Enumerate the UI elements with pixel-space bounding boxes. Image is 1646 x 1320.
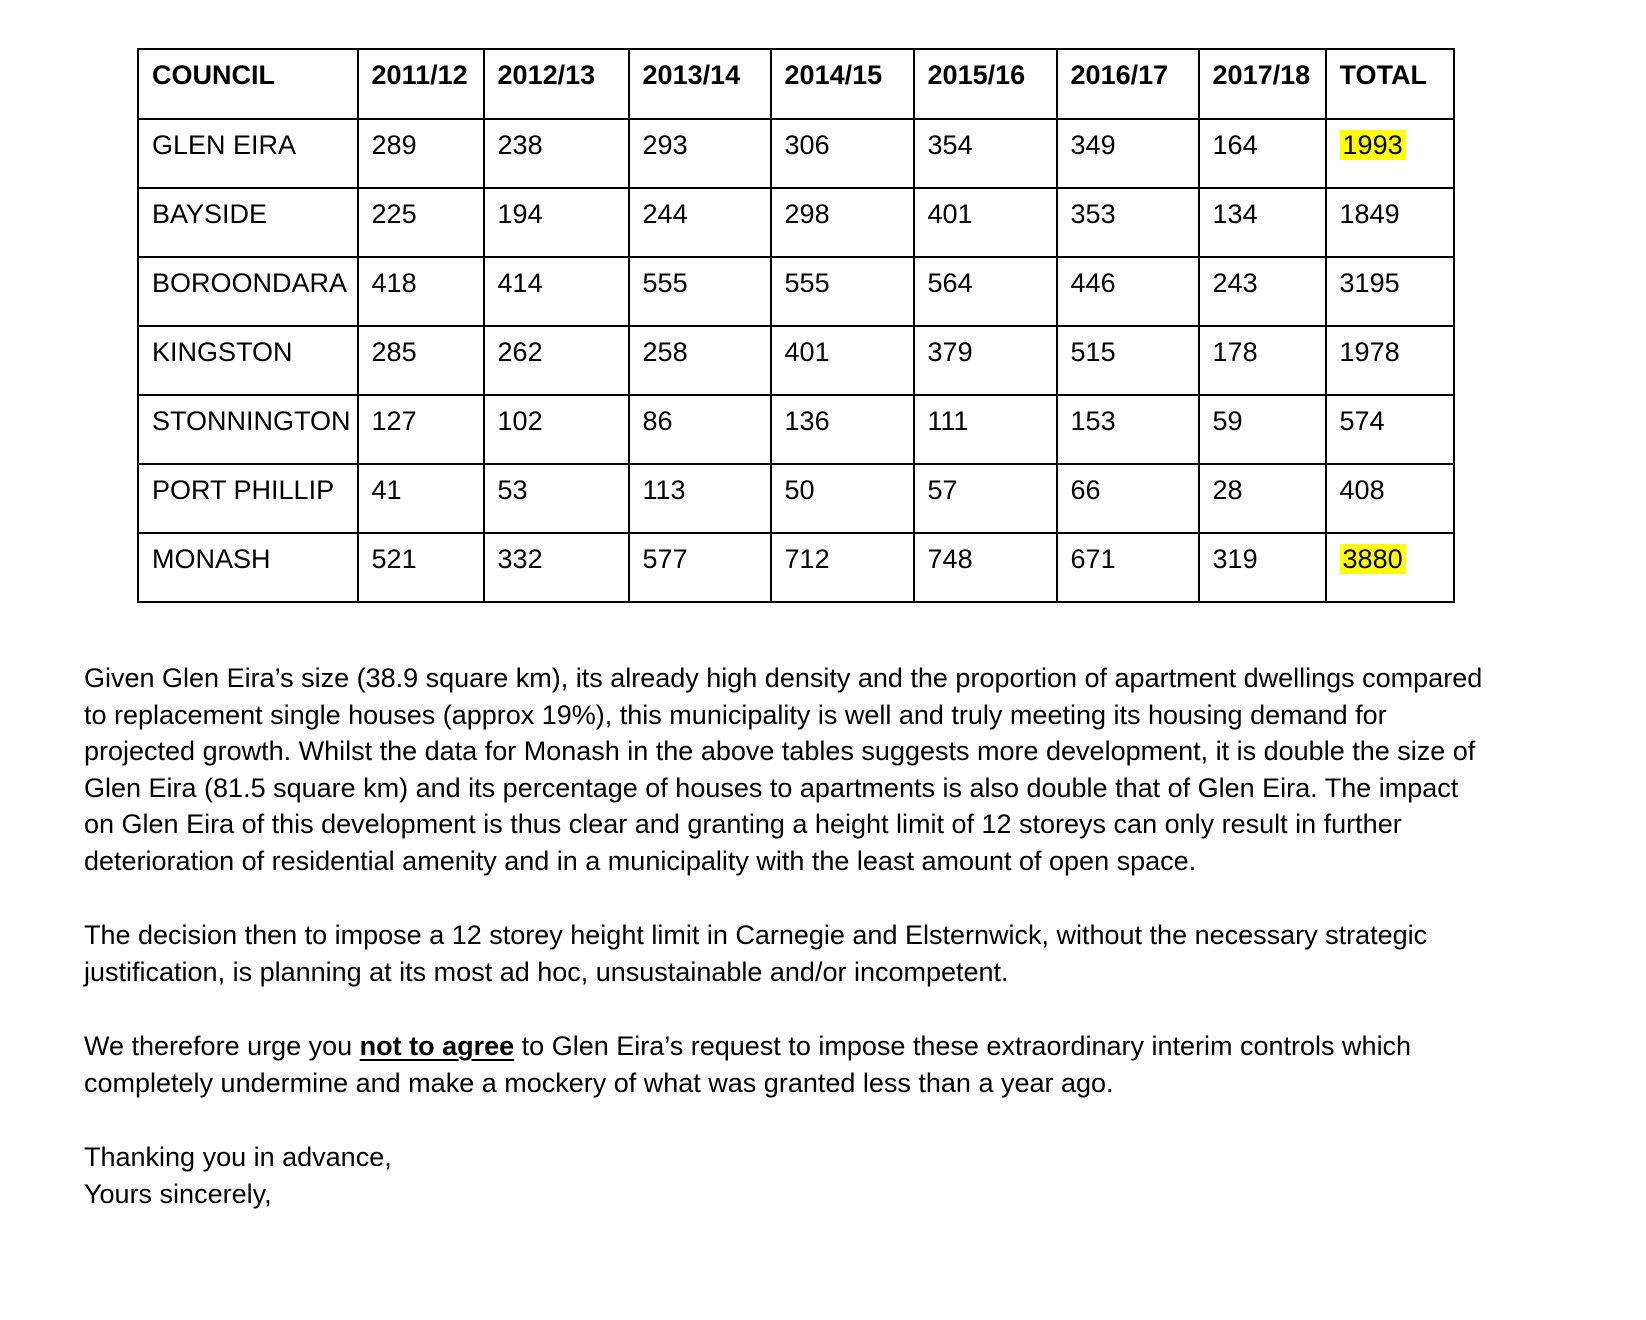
- year-value-cell: 102: [484, 395, 629, 464]
- column-header-2014-15: 2014/15: [771, 49, 914, 119]
- year-value-cell: 289: [358, 119, 484, 188]
- year-value-cell: 86: [629, 395, 771, 464]
- year-value-cell: 194: [484, 188, 629, 257]
- year-value-cell: 258: [629, 326, 771, 395]
- year-value-cell: 28: [1199, 464, 1326, 533]
- year-value-cell: 349: [1057, 119, 1199, 188]
- paragraph-glen-eira-size: Given Glen Eira’s size (38.9 square km), its already high density and the proportion of apartment dwellings compared to replacement single houses (approx 19%), this municipality is well and truly meeting its housing demand for projected growth. Whilst the data for Monash in the above tables suggests more development, it is double the size of Glen Eira (81.5 square km) and its percentage of houses to apartments is also double that of Glen Eira. The impact on Glen Eira of this development is thus clear and granting a height limit of 12 storeys can only result in further deterioration of residential amenity and in a municipality with the least amount of open space.: [84, 663, 1483, 876]
- council-name-cell: STONNINGTON: [138, 395, 358, 464]
- paragraph-decision: The decision then to impose a 12 storey height limit in Carnegie and Elsternwick, without the necessary strategic justification, is planning at its most ad hoc, unsustainable and/or incompetent.: [84, 920, 1428, 987]
- table-row: [138, 257, 1454, 326]
- not-to-agree-emphasis: not to agree: [359, 1031, 515, 1061]
- total-cell: [1326, 257, 1454, 326]
- year-value-cell: 238: [484, 119, 629, 188]
- closing-lines: [84, 1139, 1486, 1212]
- year-value-cell: 53: [484, 464, 629, 533]
- year-value-cell: 298: [771, 188, 914, 257]
- column-header-2017-18: 2017/18: [1199, 49, 1326, 119]
- table-row: [138, 326, 1454, 395]
- year-value-cell: 50: [771, 464, 914, 533]
- year-value-cell: 332: [484, 533, 629, 602]
- column-header-total: TOTAL: [1326, 49, 1454, 119]
- year-value-cell: 111: [914, 395, 1057, 464]
- table-row: [138, 533, 1454, 602]
- year-value-cell: 41: [358, 464, 484, 533]
- column-header-2015-16: 2015/16: [914, 49, 1057, 119]
- year-value-cell: 319: [1199, 533, 1326, 602]
- year-value-cell: 521: [358, 533, 484, 602]
- year-value-cell: 401: [771, 326, 914, 395]
- year-value-cell: 243: [1199, 257, 1326, 326]
- council-name-cell: BOROONDARA: [138, 257, 358, 326]
- total-value: 3195: [1339, 268, 1400, 298]
- year-value-cell: 712: [771, 533, 914, 602]
- year-value-cell: 113: [629, 464, 771, 533]
- column-header-2011-12: 2011/12: [358, 49, 484, 119]
- closing-sincerely: Yours sincerely,: [84, 1178, 272, 1209]
- total-cell: [1326, 464, 1454, 533]
- total-value: 1978: [1339, 337, 1400, 367]
- column-header-council: COUNCIL: [138, 49, 358, 119]
- year-value-cell: 515: [1057, 326, 1199, 395]
- council-table-body: [138, 119, 1454, 602]
- year-value-cell: 262: [484, 326, 629, 395]
- highlighted-total-value: 1993: [1340, 130, 1406, 160]
- year-value-cell: 285: [358, 326, 484, 395]
- year-value-cell: 555: [771, 257, 914, 326]
- urge-text-after: to Glen Eira’s request to impose these extraordinary interim controls which completely undermine and make a mockery of what was granted less than a year ago.: [84, 1031, 1412, 1098]
- column-header-2013-14: 2013/14: [629, 49, 771, 119]
- total-cell: [1326, 326, 1454, 395]
- council-name-cell: PORT PHILLIP: [138, 464, 358, 533]
- year-value-cell: 354: [914, 119, 1057, 188]
- total-value: 408: [1339, 475, 1385, 505]
- council-name-cell: BAYSIDE: [138, 188, 358, 257]
- year-value-cell: 57: [914, 464, 1057, 533]
- table-row: [138, 464, 1454, 533]
- year-value-cell: 178: [1199, 326, 1326, 395]
- year-value-cell: 577: [629, 533, 771, 602]
- year-value-cell: 134: [1199, 188, 1326, 257]
- year-value-cell: 136: [771, 395, 914, 464]
- council-dwellings-table: [137, 48, 1455, 603]
- year-value-cell: 353: [1057, 188, 1199, 257]
- year-value-cell: 66: [1057, 464, 1199, 533]
- year-value-cell: 164: [1199, 119, 1326, 188]
- year-value-cell: 671: [1057, 533, 1199, 602]
- year-value-cell: 59: [1199, 395, 1326, 464]
- council-name-cell: KINGSTON: [138, 326, 358, 395]
- total-cell: [1326, 119, 1454, 188]
- table-row: [138, 119, 1454, 188]
- council-name-cell: MONASH: [138, 533, 358, 602]
- year-value-cell: 401: [914, 188, 1057, 257]
- year-value-cell: 127: [358, 395, 484, 464]
- closing-thanking: Thanking you in advance,: [84, 1142, 392, 1172]
- council-name-cell: GLEN EIRA: [138, 119, 358, 188]
- highlighted-total-value: 3880: [1340, 544, 1406, 574]
- letter-body: [84, 660, 1486, 1212]
- paragraph-urge: [84, 1028, 1486, 1101]
- year-value-cell: 555: [629, 257, 771, 326]
- year-value-cell: 225: [358, 188, 484, 257]
- column-header-2016-17: 2016/17: [1057, 49, 1199, 119]
- year-value-cell: 244: [629, 188, 771, 257]
- year-value-cell: 418: [358, 257, 484, 326]
- year-value-cell: 564: [914, 257, 1057, 326]
- total-value: 1849: [1339, 199, 1400, 229]
- urge-text-before: We therefore urge you: [84, 1031, 360, 1061]
- year-value-cell: 306: [771, 119, 914, 188]
- total-cell: [1326, 188, 1454, 257]
- year-value-cell: 414: [484, 257, 629, 326]
- year-value-cell: 748: [914, 533, 1057, 602]
- year-value-cell: 446: [1057, 257, 1199, 326]
- year-value-cell: 379: [914, 326, 1057, 395]
- total-value: 574: [1339, 406, 1385, 436]
- table-row: [138, 395, 1454, 464]
- total-cell: [1326, 533, 1454, 602]
- column-header-2012-13: 2012/13: [484, 49, 629, 119]
- table-header-row: [138, 49, 1454, 119]
- table-row: [138, 188, 1454, 257]
- year-value-cell: 293: [629, 119, 771, 188]
- year-value-cell: 153: [1057, 395, 1199, 464]
- total-cell: [1326, 395, 1454, 464]
